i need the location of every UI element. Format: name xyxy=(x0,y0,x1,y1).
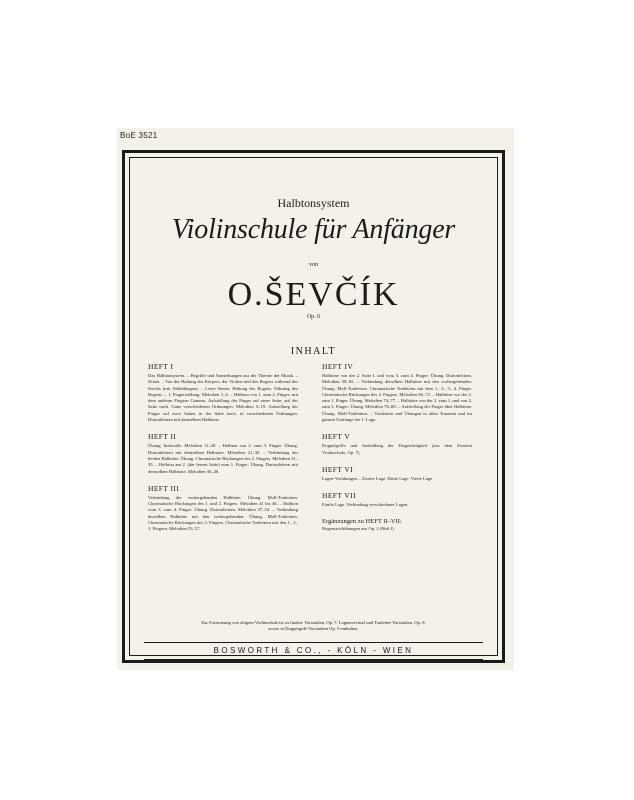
divider xyxy=(144,659,483,660)
heft-4 xyxy=(322,362,472,423)
contents-heading: INHALT xyxy=(290,346,337,357)
heft-description: Doppelgriffe und Ausbildung der Fingerfertigkeit (aus dem Zweiten Violinschule, Op. 7). xyxy=(322,443,472,455)
heft-3 xyxy=(148,484,298,533)
heft-2 xyxy=(148,432,298,474)
heft-description: Verbindung der vorhergehenden Halbtöne: Übung. Moll-Tonleitern. Chromatische Rückungen des 1. und 2. Fingers. Melodien 41 bis 46. – Halbton vom 3. zum 4. Finger: Übung. Durtonleitern. Melodien 47–52. – Verbindung derselben Halbtöne mit den vorhergehenden: Übung. Moll-Tonleitern. Chromatische Rückungen des 3. Fingers. Chromatische Tonleitern mit den 1., 2., 3. Fingern. Melodien 53–57. xyxy=(148,494,298,532)
heft-6 xyxy=(322,465,472,482)
cover-frame xyxy=(122,150,505,663)
heft-description: Lagen-Vorübungen – Zweite Lage. Dritte Lage. Vierte Lage. xyxy=(322,475,434,481)
heft-description: Halbtöne von der 2. Saite I. und vom 3. zum 4. Finger: Übung. Durtonleitern. Melodien 58–65. – Verbindung derselben Halbtöne mit den vorhergehenden: Übung. Moll-Tonleitern. Chromatische Tonleitern mit dem 1., 2., 3., 4. Finger. Chromatische Rückungen des 4. Fingers. Melodien 66–73. – Halbtöne vor der 2. zum 1. Finger. Übung. Melodien 74–77. – Halbtöne von der 2. zum 1. und von 2. zum 3. Finger: Übung. Melodien 78–80. – Aufstellung der Finger über Halbtöne. Übung. Moll-Tonleitern. – Tonleitern und Übungen in allen Tonarten und im ganzen Umfange der 1. Lage. xyxy=(322,373,472,423)
ergaenzung-description: Bogenstrichübungen aus Op. 2 (Heft I) xyxy=(322,525,394,531)
heft-1 xyxy=(148,362,298,423)
heft-5 xyxy=(322,432,472,456)
cover-frame-inner xyxy=(129,157,498,656)
ergaenzung xyxy=(322,518,472,532)
contents-column-left xyxy=(148,362,298,542)
heft-description: Fünfte Lage. Verbindung verschiedener Lagen. xyxy=(322,502,409,508)
footnote-line: sowie in Doppelgriff-Vorstudien Op. 9 enthalten. xyxy=(268,626,359,631)
heft-title: HEFT IV xyxy=(322,362,354,371)
opus-number: Op. 6 xyxy=(306,314,321,320)
divider xyxy=(144,642,483,643)
composer-name: O.ŠEVČÍK xyxy=(227,276,400,313)
heft-title: HEFT II xyxy=(148,432,177,442)
catalog-number: BoE 3521 xyxy=(120,131,158,140)
title: Violinschule für Anfänger xyxy=(171,214,456,245)
von-label: von xyxy=(309,262,318,268)
contents-column-right xyxy=(322,362,472,541)
heft-title: HEFT VII xyxy=(322,491,356,501)
ergaenzung-title: Ergänzungen zu HEFT II–VII: xyxy=(322,517,402,525)
footnote-line: Zur Fortsetzung von obigem Violinschule ist zu finden: Vorstudien, Op. 7, Lagenwechsel und Tonleiter-Vorstudien, Op. 8, xyxy=(201,620,426,625)
heft-title: HEFT I xyxy=(148,362,174,371)
heft-title: HEFT V xyxy=(322,432,351,442)
score-cover xyxy=(117,128,514,670)
heft-description: Das Halbtonsystem. – Begriffe und Anmerkungen aus der Theorie der Musik. – Noten. – Von der Haltung des Körpers, der Violine und des Bogens während des Strichs (mit Abbildungen). – Leere Saiten: Haltung des Bogens. Führung des Bogens. – 1. Fingerstellung. Melodien 1–4. – Halbton von 1. zum 2. Finger; mit dem anderen Fingern Gamma. Aufstellung der Finger auf einer Saite; auf der Saite nach. Ganz verschiedenen Ordnungen. Melodien 5–19. Aufstellung der Finger auf zwei Saiten in der Saite nach, in verschiedenen Ordnungen. Durtonleitern mit demselben Halbtone. xyxy=(148,373,298,423)
footnote xyxy=(150,620,477,632)
heft-description: Übung. Intervalle. Melodien 11–20. – Halbton von 2. zum 3. Finger: Übung. Durtonleitern mit demselben Halbtone. Melodien 21–30. – Verbindung der beiden Halbtöne: Übung. Chromatische Rückungen des 2. Fingers. Melodien 31–35. – Halbton am 2. (der leeren Saite) zum 1. Finger: Übung. Durtonleitern mit demselben Halbtone. Melodien 36–40. xyxy=(148,443,298,474)
heft-title: HEFT III xyxy=(148,483,180,493)
heft-7 xyxy=(322,491,472,508)
subtitle: Halbtonsystem xyxy=(277,196,350,210)
heft-title: HEFT VI xyxy=(322,464,354,474)
publisher-line: BOSWORTH & CO., - KÖLN - WIEN xyxy=(213,646,414,655)
